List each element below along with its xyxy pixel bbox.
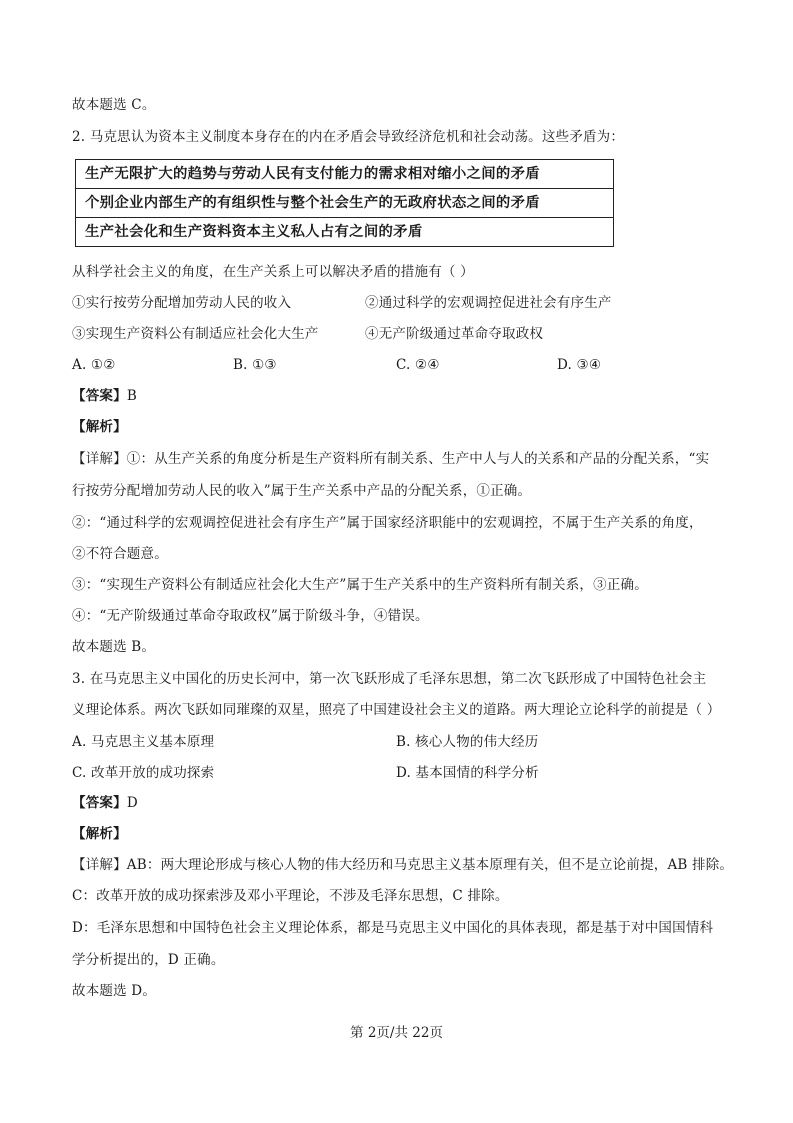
q3-conclusion: 故本题选 D。 bbox=[72, 983, 157, 999]
q2-answer bbox=[72, 386, 137, 406]
q2-conclusion: 故本题选 B。 bbox=[72, 639, 156, 655]
statement-2: ②通过科学的宏观调控促进社会有序生产 bbox=[365, 295, 612, 311]
q2-option-c: C. ②④ bbox=[396, 357, 440, 373]
page-footer: 第 2页/共 22页 bbox=[350, 1025, 443, 1041]
q3-answer bbox=[72, 793, 138, 813]
q3-option-c: C. 改革开放的成功探索 bbox=[72, 765, 215, 781]
q3-detail-line: C：改革开放的成功探索涉及邓小平理论，不涉及毛泽东思想，C 排除。 bbox=[72, 888, 509, 904]
q3-detail-line: 【详解】AB：两大理论形成与核心人物的伟大经历和马克思主义基本原理有关，但不是立论前提，AB 排除。 bbox=[72, 857, 734, 873]
q1-conclusion: 故本题选 C。 bbox=[72, 97, 156, 113]
statement-3: ③实现生产资料公有制适应社会化大生产 bbox=[72, 326, 319, 342]
q2-option-a: A. ①② bbox=[72, 357, 116, 373]
q3-detail-line: D：毛泽东思想和中国特色社会主义理论体系，都是马克思主义中国化的具体表现，都是基于对中国国情科 bbox=[72, 920, 714, 936]
q2-detail-line: ③：“实现生产资料公有制适应社会化大生产”属于生产关系中的生产资料所有制关系，③正确。 bbox=[72, 577, 648, 593]
answer-value: D bbox=[126, 795, 138, 811]
contradiction-row: 生产无限扩大的趋势与劳动人民有支付能力的需求相对缩小之间的矛盾 bbox=[76, 160, 613, 189]
q2-detail-line: ②不符合题意。 bbox=[72, 546, 168, 562]
q3-stem-line: 义理论体系。两次飞跃如同璀璨的双星，照亮了中国建设社会主义的道路。两大理论立论科学的前提是（ ） bbox=[72, 702, 721, 718]
contradiction-row: 生产社会化和生产资料资本主义私人占有之间的矛盾 bbox=[85, 224, 423, 240]
q2-option-b: B. ①③ bbox=[233, 357, 277, 373]
q2-analysis-label: 【解析】 bbox=[72, 419, 127, 435]
q2-detail-line: ②：“通过科学的宏观调控促进社会有序生产”属于国家经济职能中的宏观调控，不属于生产关系的角度， bbox=[72, 515, 703, 531]
q3-option-d: D. 基本国情的科学分析 bbox=[396, 765, 539, 781]
q3-detail-line: 学分析提出的，D 正确。 bbox=[72, 952, 225, 968]
q2-detail-line: 【详解】①：从生产关系的角度分析是生产资料所有制关系、生产中人与人的关系和产品的分配关系，“实 bbox=[72, 451, 710, 467]
q3-analysis-label: 【解析】 bbox=[72, 826, 127, 842]
answer-label: 【答案】 bbox=[72, 388, 127, 404]
statement-4: ④无产阶级通过革命夺取政权 bbox=[365, 326, 544, 342]
answer-label: 【答案】 bbox=[72, 795, 127, 811]
q2-detail-line: ④：“无产阶级通过革命夺取政权”属于阶级斗争，④错误。 bbox=[72, 608, 429, 624]
q3-stem-line: 3. 在马克思主义中国化的历史长河中，第一次飞跃形成了毛泽东思想，第二次飞跃形成了中国特色社会主 bbox=[72, 671, 707, 687]
q3-option-a: A. 马克思主义基本原理 bbox=[72, 734, 215, 750]
answer-value: B bbox=[126, 388, 137, 404]
statement-1: ①实行按劳分配增加劳动人民的收入 bbox=[72, 295, 292, 311]
contradiction-row: 个别企业内部生产的有组织性与整个社会生产的无政府状态之间的矛盾 bbox=[76, 189, 613, 218]
q3-option-b: B. 核心人物的伟大经历 bbox=[396, 734, 539, 750]
q2-option-d: D. ③④ bbox=[557, 357, 602, 373]
q2-stem: 2. 马克思认为资本主义制度本身存在的内在矛盾会导致经济危机和社会动荡。这些矛盾为： bbox=[72, 129, 625, 145]
contradictions-table bbox=[75, 159, 614, 247]
q2-question: 从科学社会主义的角度，在生产关系上可以解决矛盾的措施有（ ） bbox=[72, 264, 474, 280]
q2-detail-line: 行按劳分配增加劳动人民的收入”属于生产关系中产品的分配关系，①正确。 bbox=[72, 483, 532, 499]
